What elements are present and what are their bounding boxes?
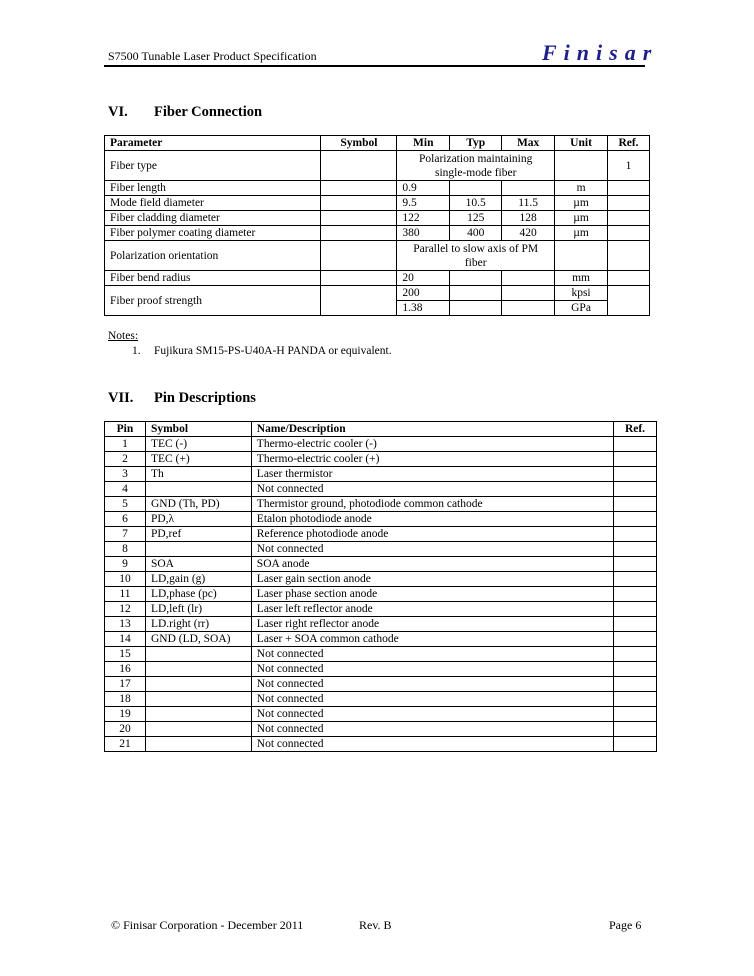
ref-cell	[608, 196, 650, 211]
value-cell: Polarization maintaining single-mode fiber	[397, 151, 555, 181]
pin-cell: 13	[105, 617, 146, 632]
table-row	[105, 437, 657, 452]
pin-cell: 9	[105, 557, 146, 572]
parameter-cell: Fiber type	[105, 151, 321, 181]
pin-cell: 18	[105, 692, 146, 707]
symbol-cell	[145, 662, 251, 677]
parameter-cell: Fiber length	[105, 181, 321, 196]
pin-cell: 11	[105, 587, 146, 602]
min-cell: 9.5	[397, 196, 450, 211]
symbol-cell	[145, 542, 251, 557]
description-cell: Not connected	[251, 542, 613, 557]
section-number: VII.	[108, 390, 134, 406]
ref-cell	[608, 181, 650, 196]
ref-cell	[614, 692, 657, 707]
footer-copyright: © Finisar Corporation - December 2011	[111, 918, 304, 932]
unit-cell: GPa	[555, 301, 608, 316]
column-header: Symbol	[321, 136, 397, 151]
note-number: 1.	[132, 345, 141, 357]
ref-cell	[608, 241, 650, 271]
ref-cell	[614, 647, 657, 662]
ref-cell	[614, 467, 657, 482]
pin-cell: 7	[105, 527, 146, 542]
parameter-cell: Fiber bend radius	[105, 271, 321, 286]
ref-cell	[614, 737, 657, 752]
pin-cell: 21	[105, 737, 146, 752]
table-row	[105, 617, 657, 632]
note-text: Fujikura SM15-PS-U40A-H PANDA or equivalent.	[154, 345, 392, 357]
pin-cell: 8	[105, 542, 146, 557]
typ-cell	[450, 181, 502, 196]
symbol-cell: PD,ref	[145, 527, 251, 542]
ref-cell	[614, 497, 657, 512]
pin-cell: 3	[105, 467, 146, 482]
symbol-cell: LD,left (lr)	[145, 602, 251, 617]
min-cell: 380	[397, 226, 450, 241]
symbol-cell	[145, 692, 251, 707]
description-cell: Laser left reflector anode	[251, 602, 613, 617]
description-cell: Laser right reflector anode	[251, 617, 613, 632]
pin-cell: 5	[105, 497, 146, 512]
ref-cell	[608, 271, 650, 286]
ref-cell	[614, 452, 657, 467]
table-row	[105, 572, 657, 587]
ref-cell	[608, 226, 650, 241]
unit-cell: m	[555, 181, 608, 196]
unit-cell: mm	[555, 271, 608, 286]
max-cell	[502, 271, 555, 286]
column-header: Max	[502, 136, 555, 151]
unit-cell	[555, 241, 608, 271]
section-title: Pin Descriptions	[154, 390, 256, 406]
typ-cell: 125	[450, 211, 502, 226]
symbol-cell: LD,gain (g)	[145, 572, 251, 587]
table-row	[105, 542, 657, 557]
table-row	[105, 181, 650, 196]
table-row	[105, 737, 657, 752]
description-cell: SOA anode	[251, 557, 613, 572]
table-row	[105, 677, 657, 692]
symbol-cell	[321, 196, 397, 211]
header-rule	[104, 65, 645, 67]
footer-revision: Rev. B	[359, 918, 392, 932]
ref-cell	[614, 482, 657, 497]
description-cell: Etalon photodiode anode	[251, 512, 613, 527]
pin-cell: 12	[105, 602, 146, 617]
symbol-cell	[321, 211, 397, 226]
ref-cell	[614, 527, 657, 542]
pin-cell: 16	[105, 662, 146, 677]
ref-cell: 1	[608, 151, 650, 181]
ref-cell	[614, 707, 657, 722]
pin-cell: 1	[105, 437, 146, 452]
description-cell: Laser phase section anode	[251, 587, 613, 602]
symbol-cell	[145, 647, 251, 662]
description-cell: Not connected	[251, 677, 613, 692]
section-number: VI.	[108, 104, 128, 120]
symbol-cell: TEC (+)	[145, 452, 251, 467]
table-row	[105, 707, 657, 722]
ref-cell	[614, 602, 657, 617]
table-row	[105, 527, 657, 542]
table-row	[105, 241, 650, 271]
description-cell: Not connected	[251, 722, 613, 737]
ref-cell	[614, 662, 657, 677]
ref-cell	[614, 617, 657, 632]
column-header: Typ	[450, 136, 502, 151]
unit-cell: kpsi	[555, 286, 608, 301]
column-header: Name/Description	[251, 422, 613, 437]
table-row	[105, 587, 657, 602]
ref-cell	[614, 437, 657, 452]
table-row	[105, 151, 650, 181]
column-header: Ref.	[608, 136, 650, 151]
column-header: Pin	[105, 422, 146, 437]
table-row	[105, 647, 657, 662]
finisar-logo: Finisar	[542, 40, 659, 65]
symbol-cell	[145, 707, 251, 722]
ref-cell	[608, 286, 650, 316]
column-header: Min	[397, 136, 450, 151]
parameter-cell: Mode field diameter	[105, 196, 321, 211]
pin-cell: 17	[105, 677, 146, 692]
table-row	[105, 196, 650, 211]
unit-cell: µm	[555, 226, 608, 241]
symbol-cell	[145, 677, 251, 692]
pin-cell: 15	[105, 647, 146, 662]
typ-cell	[450, 286, 502, 301]
pin-cell: 4	[105, 482, 146, 497]
pin-cell: 14	[105, 632, 146, 647]
symbol-cell: GND (Th, PD)	[145, 497, 251, 512]
symbol-cell	[145, 482, 251, 497]
min-cell: 0.9	[397, 181, 450, 196]
pin-cell: 6	[105, 512, 146, 527]
table-row	[105, 512, 657, 527]
ref-cell	[614, 677, 657, 692]
max-cell: 11.5	[502, 196, 555, 211]
unit-cell	[555, 151, 608, 181]
symbol-cell	[321, 286, 397, 316]
symbol-cell	[321, 151, 397, 181]
description-cell: Not connected	[251, 662, 613, 677]
fiber-connection-table	[104, 135, 650, 316]
footer-page-number: Page 6	[609, 918, 642, 932]
symbol-cell: SOA	[145, 557, 251, 572]
description-cell: Not connected	[251, 647, 613, 662]
max-cell	[502, 286, 555, 301]
unit-cell: µm	[555, 211, 608, 226]
ref-cell	[614, 542, 657, 557]
pin-cell: 10	[105, 572, 146, 587]
symbol-cell	[145, 722, 251, 737]
table-row	[105, 211, 650, 226]
symbol-cell: LD,phase (pc)	[145, 587, 251, 602]
parameter-cell: Polarization orientation	[105, 241, 321, 271]
column-header: Parameter	[105, 136, 321, 151]
notes	[108, 330, 392, 357]
min-cell: 1.38	[397, 301, 450, 316]
min-cell: 20	[397, 271, 450, 286]
ref-cell	[614, 557, 657, 572]
table-row	[105, 452, 657, 467]
table-row	[105, 632, 657, 647]
typ-cell	[450, 301, 502, 316]
table-row	[105, 557, 657, 572]
symbol-cell: PD,λ	[145, 512, 251, 527]
column-header: Unit	[555, 136, 608, 151]
max-cell	[502, 301, 555, 316]
description-cell: Thermo-electric cooler (+)	[251, 452, 613, 467]
ref-cell	[614, 722, 657, 737]
typ-cell	[450, 271, 502, 286]
notes-label: Notes:	[108, 330, 139, 342]
table-row	[105, 497, 657, 512]
unit-cell: µm	[555, 196, 608, 211]
table-row	[105, 602, 657, 617]
symbol-cell: TEC (-)	[145, 437, 251, 452]
symbol-cell: GND (LD, SOA)	[145, 632, 251, 647]
parameter-cell: Fiber polymer coating diameter	[105, 226, 321, 241]
ref-cell	[614, 587, 657, 602]
ref-cell	[614, 512, 657, 527]
description-cell: Not connected	[251, 737, 613, 752]
ref-cell	[614, 572, 657, 587]
description-cell: Reference photodiode anode	[251, 527, 613, 542]
pin-descriptions-table	[104, 421, 657, 752]
description-cell: Not connected	[251, 707, 613, 722]
symbol-cell	[321, 181, 397, 196]
header-title: S7500 Tunable Laser Product Specification	[108, 49, 317, 63]
value-cell: Parallel to slow axis of PM fiber	[397, 241, 555, 271]
table-header-row	[105, 136, 650, 151]
symbol-cell: LD.right (rr)	[145, 617, 251, 632]
description-cell: Not connected	[251, 482, 613, 497]
min-cell: 122	[397, 211, 450, 226]
table-header-row	[105, 422, 657, 437]
description-cell: Not connected	[251, 692, 613, 707]
description-cell: Thermo-electric cooler (-)	[251, 437, 613, 452]
pin-cell: 19	[105, 707, 146, 722]
table-row	[105, 662, 657, 677]
description-cell: Laser gain section anode	[251, 572, 613, 587]
pin-cell: 20	[105, 722, 146, 737]
typ-cell: 10.5	[450, 196, 502, 211]
table-row	[105, 467, 657, 482]
table-row	[105, 226, 650, 241]
symbol-cell	[321, 271, 397, 286]
symbol-cell	[321, 226, 397, 241]
symbol-cell	[321, 241, 397, 271]
typ-cell: 400	[450, 226, 502, 241]
max-cell: 128	[502, 211, 555, 226]
description-cell: Thermistor ground, photodiode common cathode	[251, 497, 613, 512]
table-row	[105, 722, 657, 737]
min-cell: 200	[397, 286, 450, 301]
max-cell: 420	[502, 226, 555, 241]
symbol-cell	[145, 737, 251, 752]
table-row	[105, 271, 650, 286]
pin-cell: 2	[105, 452, 146, 467]
parameter-cell: Fiber proof strength	[105, 286, 321, 316]
description-cell: Laser thermistor	[251, 467, 613, 482]
ref-cell	[608, 211, 650, 226]
table-row	[105, 482, 657, 497]
section-title: Fiber Connection	[154, 104, 263, 120]
max-cell	[502, 181, 555, 196]
description-cell: Laser + SOA common cathode	[251, 632, 613, 647]
ref-cell	[614, 632, 657, 647]
symbol-cell: Th	[145, 467, 251, 482]
column-header: Ref.	[614, 422, 657, 437]
column-header: Symbol	[145, 422, 251, 437]
parameter-cell: Fiber cladding diameter	[105, 211, 321, 226]
table-row	[105, 286, 650, 301]
table-row	[105, 692, 657, 707]
